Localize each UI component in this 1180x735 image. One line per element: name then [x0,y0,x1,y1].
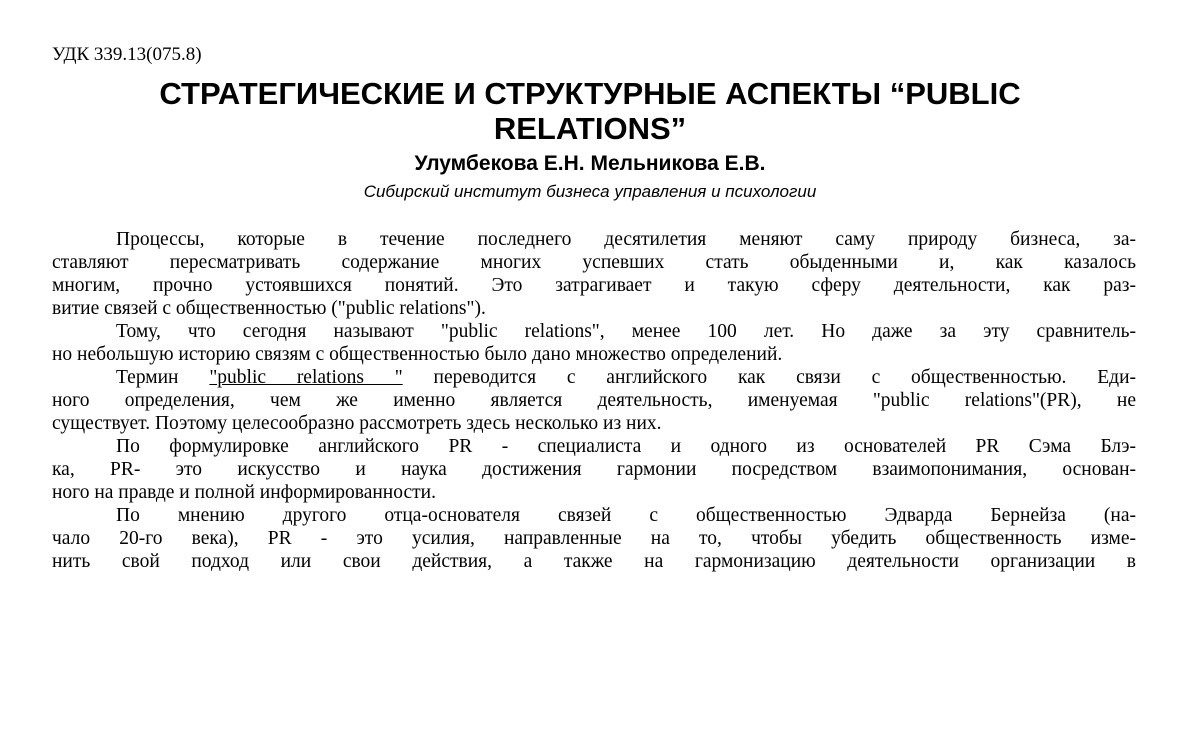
body-line: нить свой подход или свои действия, а также на гармонизацию деятельности организации в [52,551,1136,572]
body-line: существует. Поэтому целесообразно рассмотреть здесь несколько из них. [52,413,662,434]
paper-authors: Улумбекова Е.Н. Мельникова Е.В. [414,152,766,175]
underlined-term: "public relations " [209,367,403,388]
body-line: По мнению другого отца-основателя связей с общественностью Эдварда Бернейза (на- [116,505,1136,526]
body-line [116,366,1136,389]
paper-title-line-2: RELATIONS” [493,111,687,146]
body-line: но небольшую историю связям с общественностью было дано множество определений. [52,344,783,365]
body-line: чало 20-го века), PR - это усилия, направленные на то, чтобы убедить общественность изме- [52,528,1136,549]
body-line: ка, PR- это искусство и наука достижения гармонии посредством взаимопонимания, основан- [52,459,1136,480]
body-line: ного определения, чем же именно является деятельность, именуемая "public relations"(PR), не [52,390,1136,411]
body-line: Процессы, которые в течение последнего десятилетия меняют саму природу бизнеса, за- [116,229,1136,250]
body-text: Термин [116,367,179,388]
body-line: По формулировке английского PR - специалиста и одного из основателей PR Сэма Блэ- [116,436,1136,457]
paper-title-line-1: СТРАТЕГИЧЕСКИЕ И СТРУКТУРНЫЕ АСПЕКТЫ “PUBLIC [159,76,1021,111]
body-line: ставляют пересматривать содержание многих успевших стать обыденными и, как казалось [52,252,1136,273]
body-line: ного на правде и полной информированности. [52,482,436,503]
body-text: переводится с английского как связи с общественностью. Еди- [433,367,1136,388]
body-line: витие связей с общественностью ("public relations"). [52,298,486,319]
udk-code: УДК 339.13(075.8) [52,44,202,65]
paper-affiliation: Сибирский институт бизнеса управления и психологии [363,182,817,201]
body-line: Тому, что сегодня называют "public relations", менее 100 лет. Но даже за эту сравнитель- [116,321,1136,342]
body-line: многим, прочно устоявшихся понятий. Это затрагивает и такую сферу деятельности, как раз- [52,275,1136,296]
